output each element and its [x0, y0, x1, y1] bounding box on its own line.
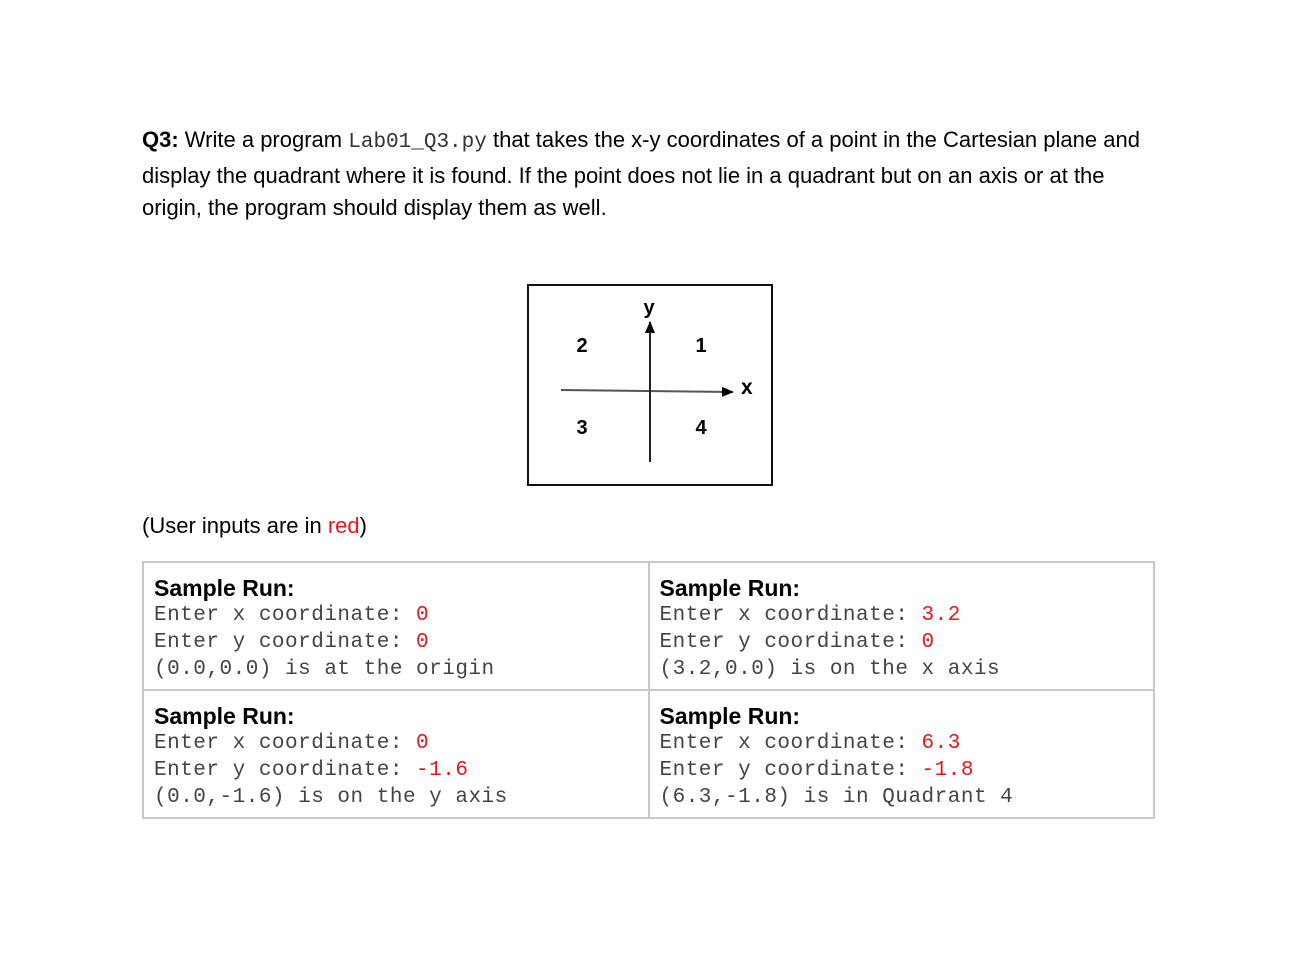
question-text-part1: Write a program: [178, 127, 349, 152]
input-y: -1.8: [921, 759, 974, 782]
prompt-y-line: [660, 629, 1144, 656]
input-x: 0: [416, 732, 430, 755]
sample-run-cell: [143, 562, 649, 690]
prompt-y-line: [154, 629, 638, 656]
sample-run-title: Sample Run:: [154, 703, 295, 729]
code-filename: Lab01_Q3.py: [348, 131, 487, 154]
sample-run-title: Sample Run:: [154, 575, 295, 601]
program-output: (0.0,0.0) is at the origin: [154, 658, 495, 681]
input-y: -1.6: [416, 759, 469, 782]
input-x: 3.2: [921, 604, 961, 627]
prompt-y: Enter y coordinate:: [154, 631, 417, 654]
quadrant-3-label: 3: [576, 417, 588, 439]
input-x: 0: [416, 604, 430, 627]
prompt-x: Enter x coordinate:: [659, 604, 922, 627]
prompt-x-line: [154, 730, 638, 757]
sample-run-cell: [143, 690, 649, 818]
prompt-y-line: [660, 757, 1144, 784]
quadrant-diagram-svg: [529, 286, 771, 484]
prompt-y: Enter y coordinate:: [154, 759, 417, 782]
prompt-x-line: [660, 602, 1144, 629]
input-x: 6.3: [921, 732, 961, 755]
sample-run-cell: [649, 562, 1155, 690]
sample-run-title: Sample Run:: [659, 575, 801, 601]
prompt-y: Enter y coordinate:: [659, 759, 922, 782]
note-highlight: red: [327, 513, 360, 538]
question-text-part2: that takes the x-y coordinates of a point in the Cartesian plane and display the quadrant where it is found. If the point does not lie in a quadrant but on an axis or at the origin, the program should display them as well.: [142, 127, 1140, 220]
prompt-y: Enter y coordinate:: [659, 631, 922, 654]
sample-run-title: Sample Run:: [659, 703, 801, 729]
prompt-x: Enter x coordinate:: [154, 732, 417, 755]
prompt-x-line: [154, 602, 638, 629]
quadrant-1-label: 1: [695, 335, 707, 357]
table-row: [143, 562, 1154, 690]
user-input-note: [142, 510, 367, 542]
x-axis-label: x: [741, 376, 753, 399]
prompt-x: Enter x coordinate:: [659, 732, 922, 755]
sample-runs-table: [142, 561, 1155, 819]
x-axis-line: [561, 390, 733, 392]
program-output: (6.3,-1.8) is in Quadrant 4: [659, 786, 1014, 809]
input-y: 0: [416, 631, 430, 654]
y-axis-label: y: [643, 297, 655, 319]
note-after: ): [359, 513, 367, 538]
input-y: 0: [921, 631, 935, 654]
question-label: Q3:: [142, 127, 179, 152]
sample-run-cell: [649, 690, 1155, 818]
prompt-x: Enter x coordinate:: [154, 604, 417, 627]
table-row: [143, 690, 1154, 818]
quadrant-diagram: [527, 284, 773, 486]
quadrant-4-label: 4: [695, 417, 707, 439]
note-before: (User inputs are in: [142, 513, 328, 538]
program-output: (0.0,-1.6) is on the y axis: [154, 786, 508, 809]
prompt-x-line: [660, 730, 1144, 757]
question-text: [142, 124, 1162, 225]
prompt-y-line: [154, 757, 638, 784]
quadrant-2-label: 2: [576, 335, 588, 357]
program-output: (3.2,0.0) is on the x axis: [659, 658, 1001, 681]
